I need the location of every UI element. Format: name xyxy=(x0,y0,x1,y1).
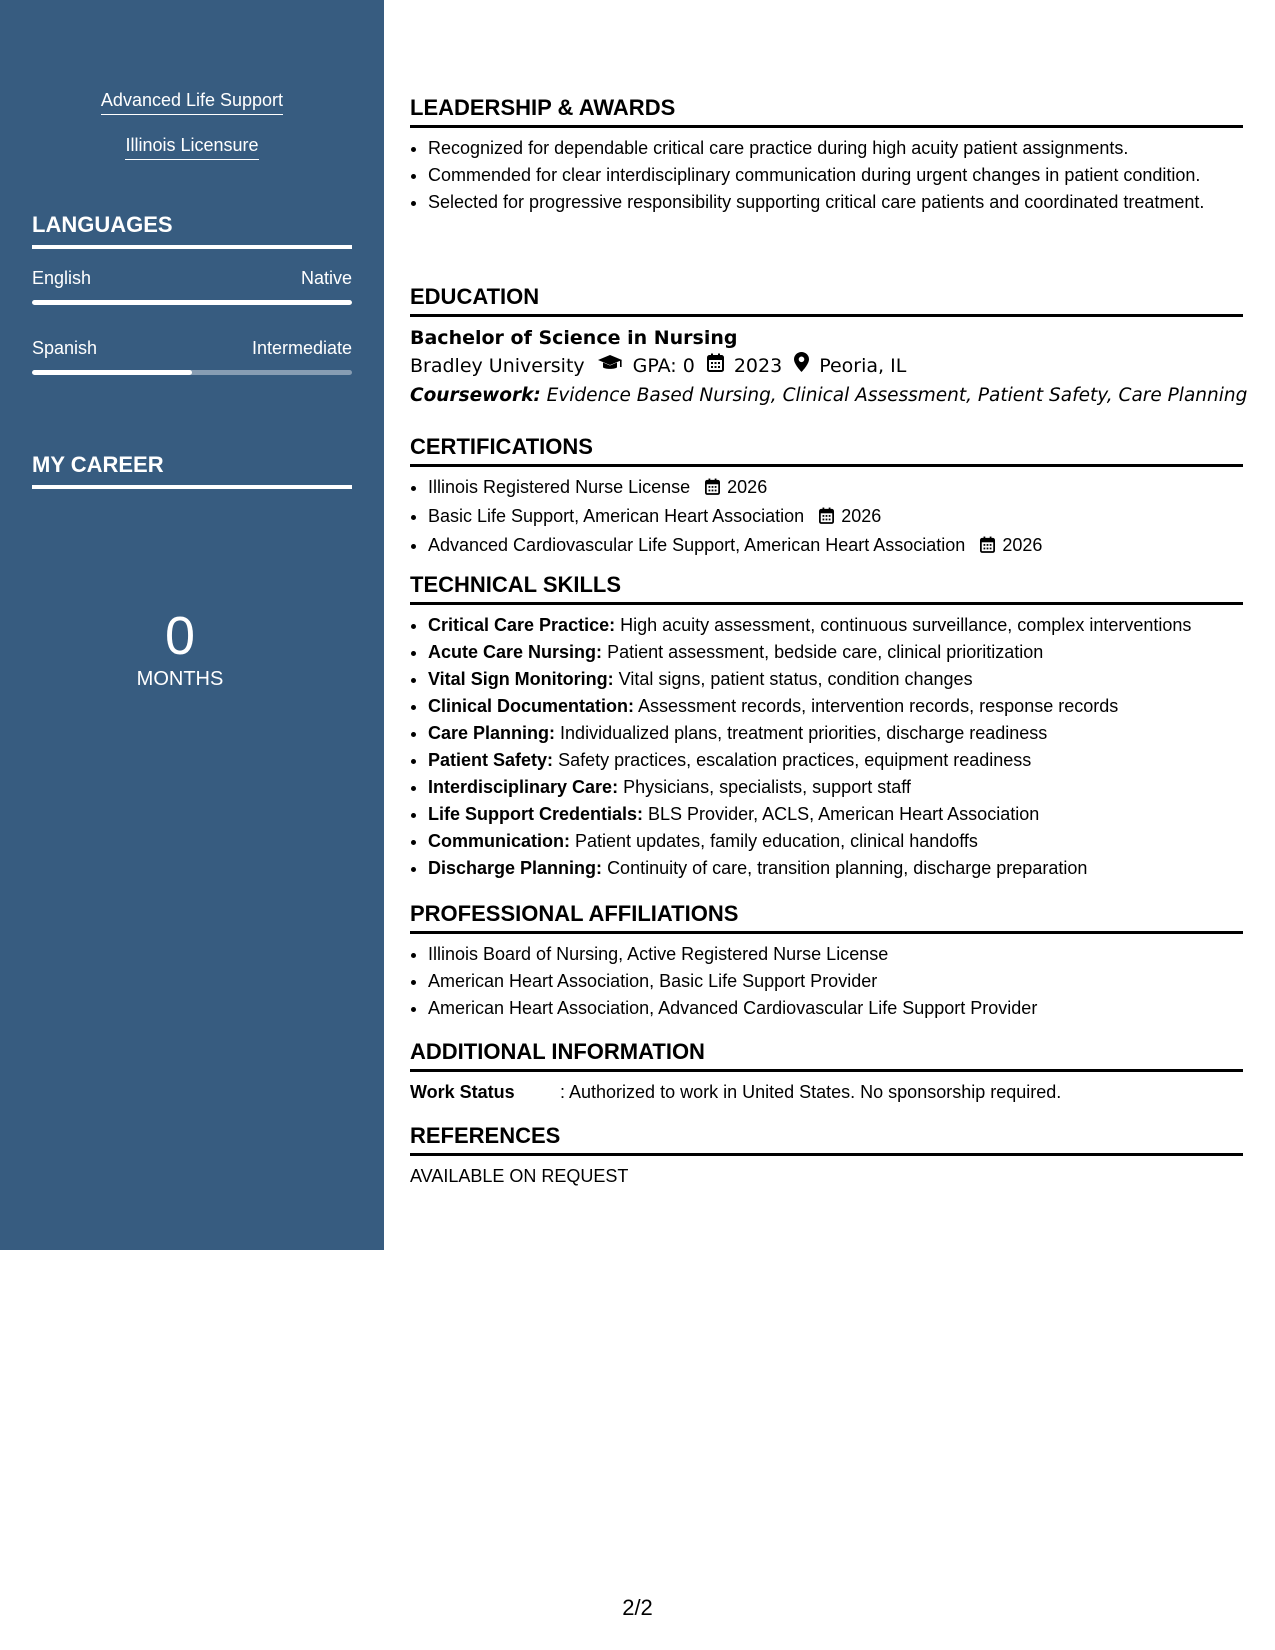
certification-year: 2026 xyxy=(841,506,882,526)
section-title: CERTIFICATIONS xyxy=(410,433,1243,467)
language-proficiency-bar xyxy=(32,300,352,305)
section-title: ADDITIONAL INFORMATION xyxy=(410,1038,1243,1072)
page-number: 2/2 xyxy=(622,1595,653,1620)
skill-text: Continuity of care, transition planning, discharge preparation xyxy=(607,858,1088,878)
list-item xyxy=(428,475,1243,501)
certification-year: 2026 xyxy=(727,477,768,497)
education-details xyxy=(410,351,1243,381)
skill-text: Physicians, specialists, support staff xyxy=(623,777,911,797)
sidebar xyxy=(0,0,384,1250)
calendar-icon xyxy=(819,506,834,530)
languages-heading: LANGUAGES xyxy=(32,211,352,249)
list-item xyxy=(428,613,1243,637)
list-item xyxy=(428,533,1243,559)
certification-name: Basic Life Support, American Heart Association xyxy=(428,506,805,526)
language-proficiency-bar xyxy=(32,370,352,375)
sidebar-link-illinois-licensure[interactable] xyxy=(0,133,384,160)
skill-text: Vital signs, patient status, condition changes xyxy=(618,669,973,689)
education-section xyxy=(410,283,1248,411)
section-title: EDUCATION xyxy=(410,283,1243,317)
list-item: • Commended for clear interdisciplinary communication during urgent changes in patient condition. xyxy=(428,163,1243,187)
career-heading: MY CAREER xyxy=(32,451,352,489)
list-item xyxy=(428,829,1243,853)
skill-label: Vital Sign Monitoring: xyxy=(428,669,614,689)
list-item xyxy=(428,667,1243,691)
list-item: • Illinois Board of Nursing, Active Registered Nurse License xyxy=(428,942,1243,966)
list-item: • Selected for progressive responsibility supporting critical care patients and coordinated treatment. xyxy=(428,190,1243,214)
calendar-icon xyxy=(980,535,995,559)
certifications-section xyxy=(410,433,1243,562)
skill-text: Assessment records, intervention records, response records xyxy=(638,696,1119,716)
skill-text: Safety practices, escalation practices, equipment readiness xyxy=(558,750,1032,770)
certification-name: Illinois Registered Nurse License xyxy=(428,477,691,497)
skill-text: Patient assessment, bedside care, clinical prioritization xyxy=(607,642,1044,662)
work-status-label: Work Status xyxy=(410,1082,515,1102)
work-status-value: : Authorized to work in United States. No sponsorship required. xyxy=(560,1082,1062,1102)
skill-label: Care Planning: xyxy=(428,723,556,743)
skill-label: Interdisciplinary Care: xyxy=(428,777,619,797)
graduation-cap-icon xyxy=(597,351,623,381)
affiliations-list xyxy=(410,942,1243,1020)
language-name: English xyxy=(32,268,92,288)
certification-name: Advanced Cardiovascular Life Support, American Heart Association xyxy=(428,535,966,555)
section-title: PROFESSIONAL AFFILIATIONS xyxy=(410,900,1243,934)
skill-label: Patient Safety: xyxy=(428,750,554,770)
list-item xyxy=(428,504,1243,530)
coursework-label: Coursework: xyxy=(410,385,541,406)
work-status-row xyxy=(410,1080,1243,1104)
list-item xyxy=(428,640,1243,664)
section-title: REFERENCES xyxy=(410,1122,1243,1156)
language-level: Native xyxy=(300,268,352,288)
list-item xyxy=(428,721,1243,745)
list-item: • Recognized for dependable critical care practice during high acuity patient assignments. xyxy=(428,136,1243,160)
leadership-list xyxy=(410,136,1243,214)
references-section xyxy=(410,1122,1243,1188)
gpa: GPA: 0 xyxy=(632,355,695,377)
calendar-icon xyxy=(705,477,720,501)
school-location: Peoria, IL xyxy=(819,355,907,377)
skill-text: Patient updates, family education, clinical handoffs xyxy=(575,831,978,851)
sidebar-link-label[interactable]: Illinois Licensure xyxy=(125,133,258,160)
sidebar-link-advanced-life-support[interactable] xyxy=(0,88,384,115)
school-name: Bradley University xyxy=(410,355,585,377)
list-item: • American Heart Association, Basic Life Support Provider xyxy=(428,969,1243,993)
skill-text: High acuity assessment, continuous surveillance, complex interventions xyxy=(620,615,1192,635)
language-proficiency-fill xyxy=(32,300,352,305)
skill-label: Life Support Credentials: xyxy=(428,804,644,824)
graduation-year: 2023 xyxy=(733,355,783,377)
skill-label: Critical Care Practice: xyxy=(428,615,616,635)
section-title: TECHNICAL SKILLS xyxy=(410,571,1243,605)
section-title: LEADERSHIP & AWARDS xyxy=(410,94,1243,128)
list-item xyxy=(428,856,1243,880)
skill-text: Individualized plans, treatment priorities, discharge readiness xyxy=(560,723,1048,743)
technical-skills-section xyxy=(410,571,1243,883)
list-item xyxy=(428,802,1243,826)
certification-year: 2026 xyxy=(1002,535,1043,555)
skill-text: BLS Provider, ACLS, American Heart Association xyxy=(648,804,1040,824)
skill-label: Discharge Planning: xyxy=(428,858,603,878)
career-duration-unit: MONTHS xyxy=(136,668,224,690)
leadership-section xyxy=(410,94,1243,217)
list-item xyxy=(428,748,1243,772)
calendar-icon xyxy=(707,351,724,381)
skill-label: Clinical Documentation: xyxy=(428,696,635,716)
degree-title: Bachelor of Science in Nursing xyxy=(410,327,738,349)
references-text: AVAILABLE ON REQUEST xyxy=(410,1166,629,1186)
skills-list xyxy=(410,613,1243,880)
language-name: Spanish xyxy=(32,338,98,358)
coursework-list: Evidence Based Nursing, Clinical Assessment, Patient Safety, Care Planning xyxy=(546,385,1248,406)
additional-info-section xyxy=(410,1038,1243,1104)
language-level: Intermediate xyxy=(251,338,352,358)
affiliations-section xyxy=(410,900,1243,1023)
skill-label: Acute Care Nursing: xyxy=(428,642,603,662)
career-duration-value: 0 xyxy=(164,606,196,666)
coursework xyxy=(410,381,1248,411)
language-row-spanish xyxy=(32,336,352,360)
sidebar-link-label[interactable]: Advanced Life Support xyxy=(101,88,283,115)
skill-label: Communication: xyxy=(428,831,570,851)
language-proficiency-fill xyxy=(32,370,192,375)
language-row-english xyxy=(32,266,352,290)
list-item xyxy=(428,775,1243,799)
list-item xyxy=(428,694,1243,718)
list-item: • American Heart Association, Advanced Cardiovascular Life Support Provider xyxy=(428,996,1243,1020)
certifications-list xyxy=(410,475,1243,559)
map-pin-icon xyxy=(794,351,809,381)
